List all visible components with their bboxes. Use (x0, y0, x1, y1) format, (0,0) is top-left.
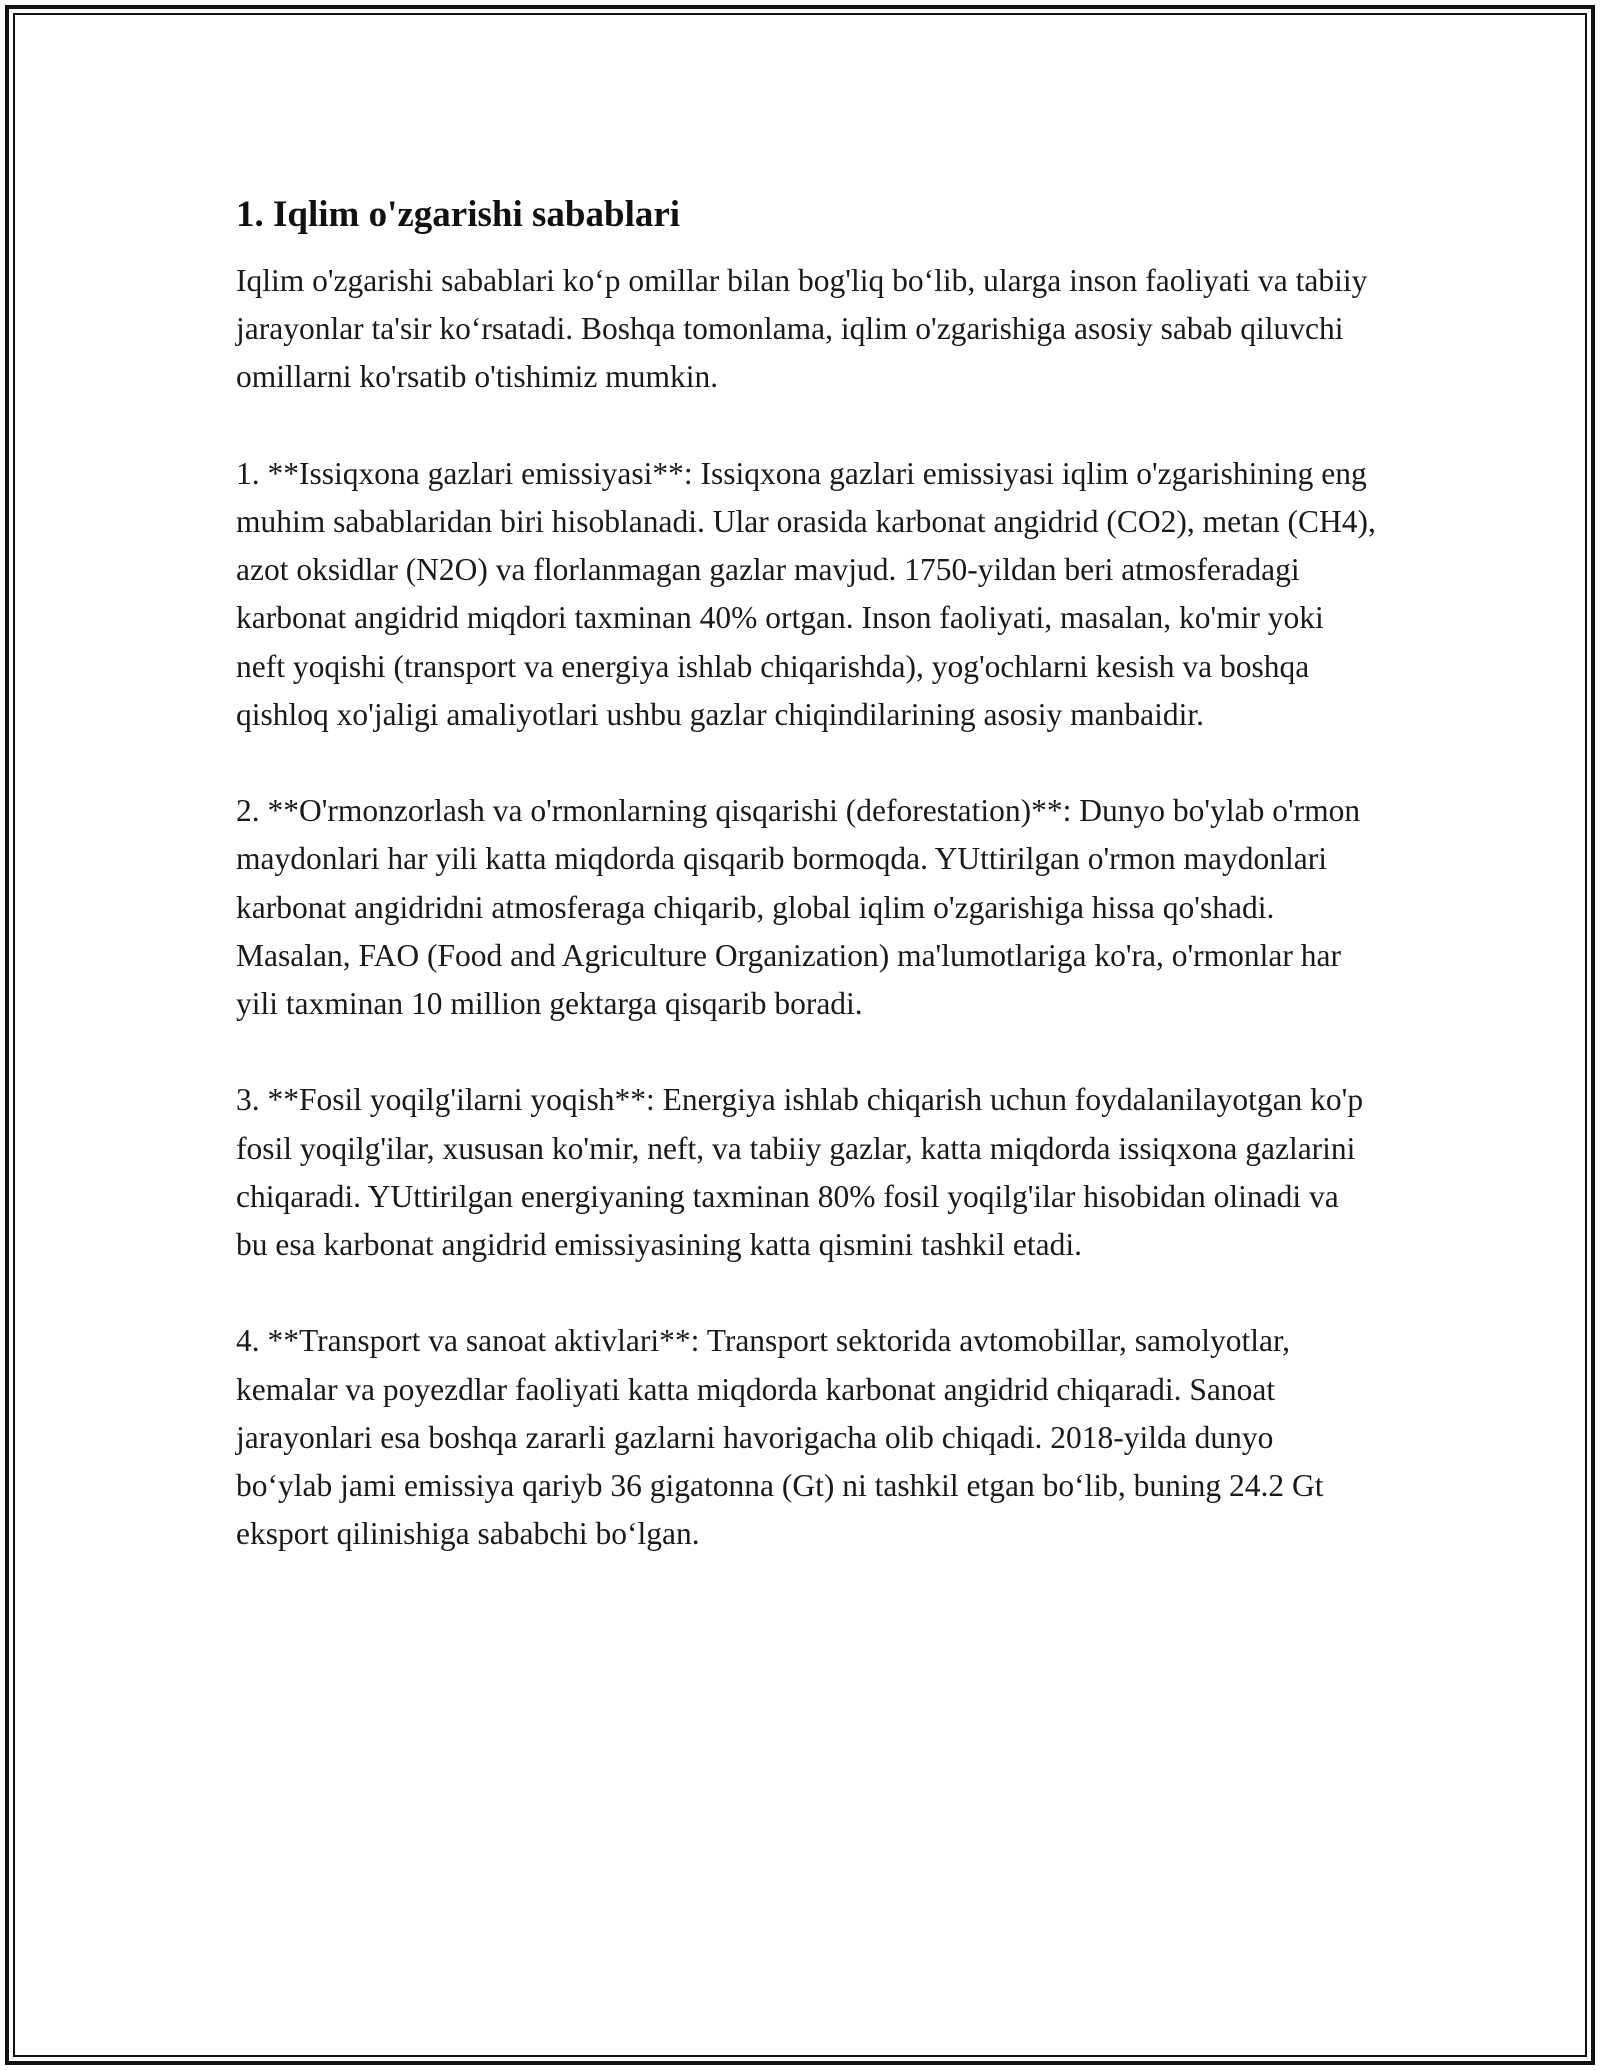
section-title: 1. Iqlim o'zgarishi sabablari (236, 194, 681, 235)
paragraph-fossil-fuels: 3. **Fosil yoqilg'ilarni yoqish**: Energiya ishlab chiqarish uchun foydalanilayotgan ko'p fosil yoqilg'ilar, xususan ko'mir, neft, va tabiiy gazlar, katta miqdorda issiqxona gazlarini chiqaradi. YUttirilgan energiyaning taxminan 80% fosil yoqilg'ilar hisobidan olinadi va bu esa karbonat angidrid emissiyasining katta qismini tashkil etadi. (236, 1082, 1364, 1263)
paragraph-deforestation: 2. **O'rmonzorlash va o'rmonlarning qisqarishi (deforestation)**: Dunyo bo'ylab o'rmon maydonlari har yili katta miqdorda qisqarib bormoqda. YUttirilgan o'rmon maydonlari karbonat angidridni atmosferaga chiqarib, global iqlim o'zgarishiga hissa qo'shadi. Masalan, FAO (Food and Agriculture Organization) ma'lumotlariga ko'ra, o'rmonlar har yili taxminan 10 million gektarga qisqarib boradi. (236, 793, 1361, 1022)
paragraph-greenhouse-gases: 1. **Issiqxona gazlari emissiyasi**: Issiqxona gazlari emissiyasi iqlim o'zgarishining eng muhim sabablaridan biri hisoblanadi. Ular orasida karbonat angidrid (CO2), metan (CH4), azot oksidlar (N2O) va florlanmagan gazlar mavjud. 1750-yildan beri atmosferadagi karbonat angidrid miqdori taxminan 40% ortgan. Inson faoliyati, masalan, ko'mir yoki neft yoqishi (transport va energiya ishlab chiqarishda), yog'ochlarni kesish va boshqa qishloq xo'jaligi amaliyotlari ushbu gazlar chiqindilarining asosiy manbaidir. (236, 455, 1376, 732)
intro-paragraph: Iqlim o'zgarishi sabablari ko‘p omillar bilan bog'liq bo‘lib, ularga inson faoliyati va tabiiy jarayonlar ta'sir ko‘rsatadi. Boshqa tomonlama, iqlim o'zgarishiga asosiy sabab qiluvchi omillarni ko'rsatib o'tishimiz mumkin. (236, 263, 1368, 395)
paragraph-transport-industry: 4. **Transport va sanoat aktivlari**: Transport sektorida avtomobillar, samolyotlar, kemalar va poyezdlar faoliyati katta miqdorda karbonat angidrid chiqaradi. Sanoat jarayonlari esa boshqa zararli gazlarni havorigacha olib chiqadi. 2018-yilda dunyo bo‘ylab jami emissiya qariyb 36 gigatonna (Gt) ni tashkil etgan bo‘lib, buning 24.2 Gt eksport qilinishiga sababchi bo‘lgan. (236, 1323, 1324, 1552)
document-body (236, 185, 1376, 1607)
